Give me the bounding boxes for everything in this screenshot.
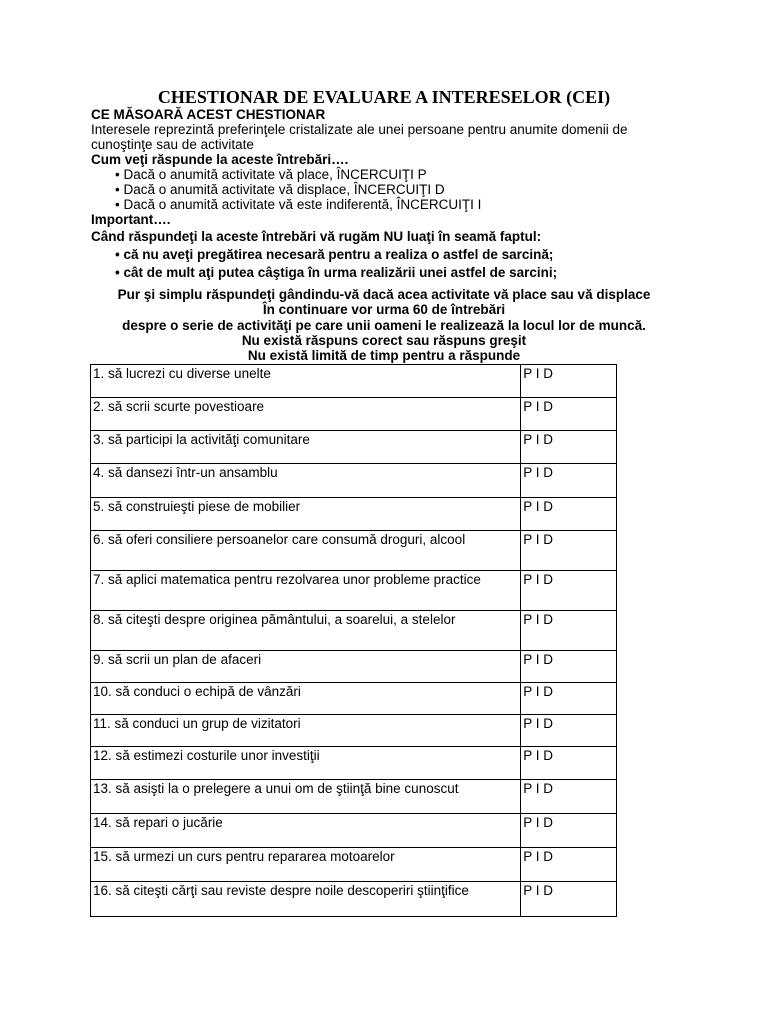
questions-table [90,364,617,917]
question-text: 3. să participi la activităţi comunitare [91,431,521,464]
question-text: 12. să estimezi costurile unor investiţii [91,747,521,780]
question-text: 13. să asişti la o prelegere a unui om de ştiinţă bine cunoscut [91,780,521,814]
answer-options[interactable]: P I D [521,611,617,651]
table-row [91,431,617,464]
continue-line: În continuare vor urma 60 de întrebări [262,302,506,317]
question-text: 11. să conduci un grup de vizitatori [91,715,521,747]
answer-options[interactable]: P I D [521,814,617,848]
page-title: CHESTIONAR DE EVALUARE A INTERESELOR (CEI) [157,87,611,107]
table-row [91,848,617,882]
answer-options[interactable]: P I D [521,780,617,814]
table-row [91,780,617,814]
pure-line: Pur şi simplu răspundeţi gândindu-vă dacă acea activitate vă place sau vă displace [117,287,651,302]
table-row [91,531,617,571]
question-text: 7. să aplici matematica pentru rezolvarea unor probleme practice [91,571,521,611]
table-row [91,715,617,747]
answer-options[interactable]: P I D [521,498,617,531]
table-row [91,814,617,848]
answer-options[interactable]: P I D [521,464,617,498]
question-text: 8. să citeşti despre originea pământului, a soarelui, a stelelor [91,611,521,651]
important-heading: Important…. [91,212,171,227]
table-row [91,651,617,683]
no-correct-line: Nu există răspuns corect sau răspuns greşit [241,333,527,348]
answer-options[interactable]: P I D [521,882,617,917]
answer-options[interactable]: P I D [521,683,617,715]
instruction-item: • Dacă o anumită activitate vă este indiferentă, ÎNCERCUIŢI I [115,197,482,212]
note-item: • că nu aveţi pregătirea necesară pentru a realiza o astfel de sarcină; [115,247,554,262]
table-row [91,882,617,917]
question-text: 16. să citeşti cărţi sau reviste despre noile descoperiri ştiinţifice [91,882,521,917]
intro-line: cunoştinţe sau de activitate [91,137,254,152]
question-text: 9. să scrii un plan de afaceri [91,651,521,683]
answer-options[interactable]: P I D [521,651,617,683]
section-heading: CE MĂSOARĂ ACEST CHESTIONAR [91,107,326,122]
question-text: 10. să conduci o echipă de vânzări [91,683,521,715]
question-text: 1. să lucrezi cu diverse unelte [91,365,521,398]
continue-line: despre o serie de activităţi pe care unii oameni le realizează la locul lor de muncă. [122,318,646,333]
answer-options[interactable]: P I D [521,531,617,571]
intro-line: Interesele reprezintă preferinţele cristalizate ale unei persoane pentru anumite domenii de [91,122,628,137]
instruction-item: • Dacă o anumită activitate vă displace, ÎNCERCUIŢI D [115,182,445,197]
table-row [91,683,617,715]
table-row [91,747,617,780]
when-line: Când răspundeţi la aceste întrebări vă rugăm NU luaţi în seamă faptul: [91,229,542,244]
answer-options[interactable]: P I D [521,431,617,464]
table-row [91,365,617,398]
answer-options[interactable]: P I D [521,398,617,431]
question-text: 15. să urmezi un curs pentru repararea motoarelor [91,848,521,882]
note-item: • cât de mult aţi putea câştiga în urma realizării unei astfel de sarcini; [115,265,558,280]
table-row [91,611,617,651]
question-text: 4. să dansezi într-un ansamblu [91,464,521,498]
answer-options[interactable]: P I D [521,747,617,780]
table-row [91,571,617,611]
answer-options[interactable]: P I D [521,571,617,611]
table-row [91,464,617,498]
instruction-item: • Dacă o anumită activitate vă place, ÎNCERCUIŢI P [115,167,427,182]
answer-options[interactable]: P I D [521,848,617,882]
table-row [91,398,617,431]
table-row [91,498,617,531]
answer-options[interactable]: P I D [521,715,617,747]
question-text: 5. să construieşti piese de mobilier [91,498,521,531]
answer-options[interactable]: P I D [521,365,617,398]
question-text: 2. să scrii scurte povestioare [91,398,521,431]
question-text: 14. să repari o jucărie [91,814,521,848]
no-limit-line: Nu există limită de timp pentru a răspunde [247,348,521,363]
question-text: 6. să oferi consiliere persoanelor care consumă droguri, alcool [91,531,521,571]
intro-section [91,107,691,280]
how-heading: Cum veţi răspunde la aceste întrebări…. [91,152,349,167]
